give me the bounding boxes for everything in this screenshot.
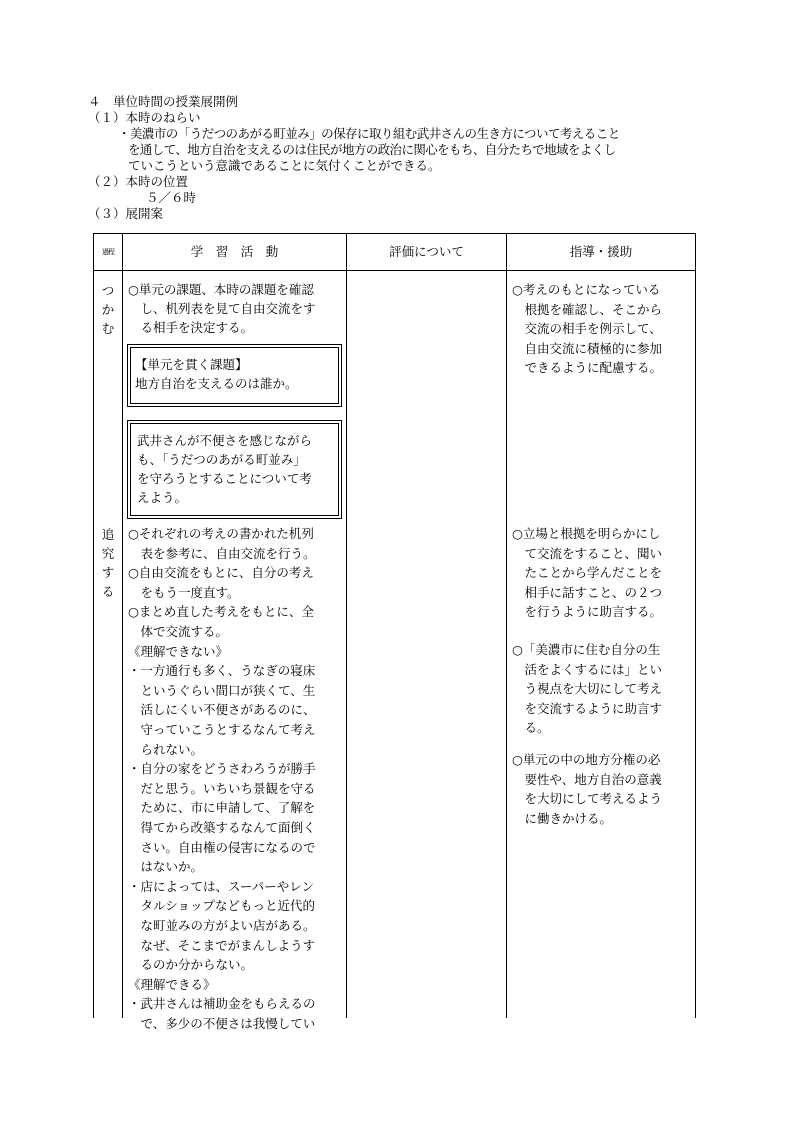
stage-char: す	[101, 565, 115, 580]
guidance-line: 相手に話すこと、の２つ	[512, 584, 663, 600]
lesson-question-line: も、「うだつのあがる町並み」	[137, 452, 306, 467]
guidance-line: たことから学んだことを	[512, 565, 663, 581]
table-col-border	[695, 233, 696, 1018]
guidance-line: 根拠を確認し、そこから	[512, 301, 663, 317]
activity-line: 体で交流する。	[128, 624, 229, 639]
activity-line: ・一方通行も多く、うなぎの寝床	[128, 663, 316, 679]
stage-char: 究	[101, 546, 115, 561]
activity-line: られない。	[128, 741, 204, 757]
guidance-line: に働きかける。	[512, 810, 613, 826]
header-stage: 過程	[102, 248, 114, 256]
guidance-line: て交流をすること、聞い	[512, 545, 663, 561]
stage-char: る	[101, 584, 115, 599]
activity-line: ○自由交流をもとに、自分の考え	[128, 565, 314, 581]
activity-line: というぐらい間口が狭くて、生	[128, 682, 316, 698]
activity-line: なぜ、そこまでがまんしようす	[128, 937, 316, 953]
activity-line: る相手を決定する。	[128, 320, 254, 335]
activity-line: ・店によっては、スーパーやレン	[128, 878, 314, 894]
lesson-question-line: えよう。	[137, 490, 188, 505]
activity-line: な町並みの方がよい店がある。	[128, 918, 316, 933]
guidance-line: を大切にして考えるよう	[512, 791, 663, 807]
header-guidance: 指導・援助	[569, 244, 633, 259]
guidance-line: 交流の相手を例示して、	[512, 321, 662, 337]
guidance-line: ○「美濃市に住む自分の生	[512, 642, 661, 657]
guidance-line: 要性や、地方自治の意義	[512, 771, 662, 787]
activity-line: 表を参考に、自由交流を行う。	[128, 545, 316, 561]
activity-line: ○それぞれの考えの書かれた机列	[128, 526, 314, 541]
activity-line: 《理解できない》	[128, 643, 229, 659]
guidance-line: る。	[512, 720, 550, 736]
activity-line: 活しにくい不便さがあるのに、	[128, 702, 316, 718]
guidance-line: できるように配慮する。	[512, 360, 663, 376]
activity-line: をもう一度直す。	[128, 584, 240, 600]
position-label: （２）本時の位置	[88, 174, 189, 189]
activity-line: 得てから改築するなんて面倒く	[128, 820, 316, 835]
table-col-border	[506, 233, 507, 1018]
activity-line: ○まとめ直した考えをもとに、全	[128, 604, 314, 620]
guidance-line: ○単元の中の地方分権の必	[512, 752, 661, 767]
table-col-border	[346, 233, 347, 1018]
position-value: ５／６時	[146, 190, 197, 205]
stage-char: つ	[101, 283, 115, 298]
activity-line: るのか分からない。	[128, 957, 254, 973]
activity-line: はないか。	[128, 859, 204, 875]
section-title: ４ 単位時間の授業展開例	[88, 94, 239, 109]
lesson-question-line: 武井さんが不便さを感じながら	[137, 433, 313, 448]
guidance-line: ○考えのもとになっている	[512, 282, 661, 297]
guidance-line: 自由交流に積極的に参加	[512, 340, 663, 356]
stage-char: か	[101, 302, 115, 317]
activity-line: ○単元の課題、本時の課題を確認	[128, 282, 314, 297]
table-header-border	[93, 270, 696, 271]
activity-line: 守っていこうとするなんて考え	[128, 722, 316, 737]
guidance-line: う視点を大切にして考え	[512, 681, 663, 697]
activity-line: ・武井さんは補助金をもらえるの	[128, 996, 316, 1012]
table-top-border	[93, 233, 696, 234]
plan-label: （３）展開案	[88, 206, 164, 221]
activity-line: ・自分の家をどうさわろうが勝手	[128, 761, 316, 777]
activity-line: だと思う。いちいち景観を守る	[128, 780, 316, 796]
aim-line-2: を通して、地方自治を支えるのは住民が地方の政治に関心をもち、自分たちで地域をよくし	[128, 142, 616, 157]
stage-char: 追	[101, 527, 115, 542]
activity-line: で、多少の不便さは我慢してい	[128, 1016, 316, 1031]
lesson-question-line: を守ろうとすることについて考	[137, 471, 312, 486]
stage-char: む	[101, 321, 115, 336]
unit-theme-text: 地方自治を支えるのは誰か。	[135, 376, 298, 391]
unit-theme-title: 【単元を貫く課題】	[135, 357, 248, 372]
guidance-line: ○立場と根拠を明らかにし	[512, 526, 661, 541]
activity-line: タルショップなどもっと近代的	[128, 898, 315, 914]
activity-line: さい。自由権の侵害になるので	[128, 839, 316, 855]
aim-label: （１）本時のねらい	[88, 110, 201, 125]
aim-line-1: ・美濃市の「うだつのあがる町並み」の保存に取り組む武井さんの生き方について考えること	[118, 126, 620, 141]
aim-line-3: ていこうという意識であることに気付くことができる。	[128, 158, 441, 173]
guidance-line: を交流するように助言す	[512, 700, 663, 716]
table-col-border	[93, 233, 94, 1018]
header-evaluation: 評価について	[389, 244, 464, 259]
activity-line: し、机列表を見て自由交流をす	[128, 301, 316, 316]
guidance-line: 活をよくするには」とい	[512, 661, 663, 677]
table-col-border	[122, 233, 123, 1018]
activity-line: ために、市に申請して、了解を	[128, 800, 316, 816]
header-activity: 学 習 活 動	[190, 244, 279, 259]
guidance-line: を行うように助言する。	[512, 604, 663, 620]
activity-line: 《理解できる》	[128, 976, 216, 992]
